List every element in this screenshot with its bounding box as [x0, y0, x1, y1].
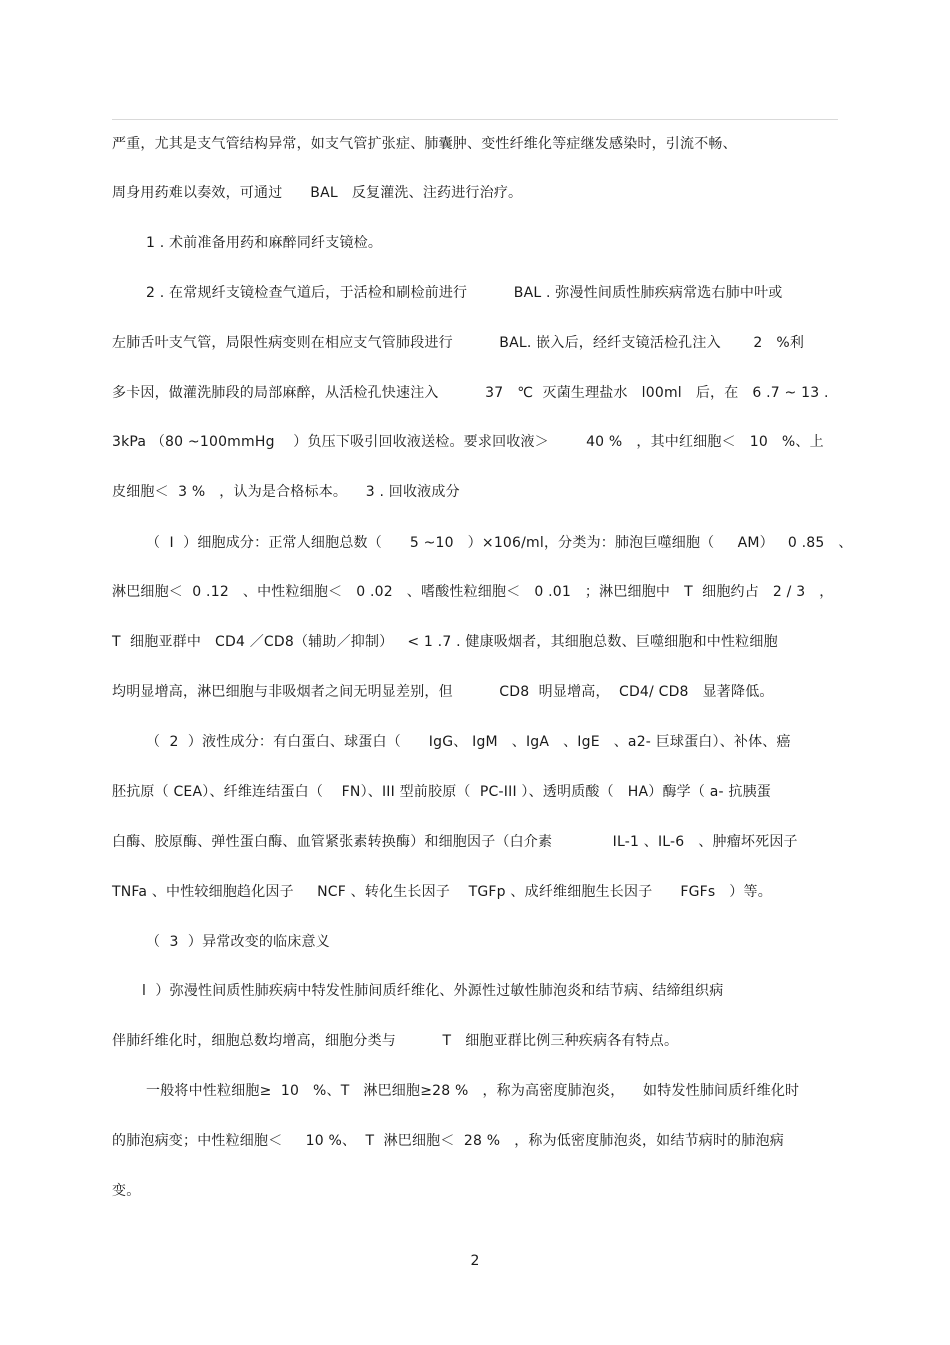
paragraph-line: 2 . 在常规纤支镜检查气道后，于活检和刷检前进行 BAL . 弥漫性间质性肺疾病常选右肺中叶或: [146, 285, 783, 301]
paragraph-line: 的肺泡病变；中性粒细胞＜ 10 %、 T 淋巴细胞＜ 28 % ，称为低密度肺泡炎，如结节病时的肺泡病: [112, 1133, 784, 1149]
page-number: 2: [470, 1253, 480, 1269]
section-heading: （ 3 ）异常改变的临床意义: [146, 934, 330, 950]
paragraph-line: T 细胞亚群中 CD4 ／CD8（辅助／抑制） < 1 .7 . 健康吸烟者，其细胞总数、巨噬细胞和中性粒细胞: [112, 634, 778, 650]
paragraph-line: TNFa 、中性较细胞趋化因子 NCF 、转化生长因子 TGFp 、成纤维细胞生长因子 FGFs ）等。: [112, 884, 772, 900]
paragraph-line: （ I ）细胞成分：正常人细胞总数（ 5 ~10 ）×106/ml，分类为：肺泡巨噬细胞（ AM） 0 .85 、: [146, 535, 853, 551]
paragraph-line: （ 2 ）液性成分：有白蛋白、球蛋白（ IgG、 IgM 、IgA 、IgE 、a2- 巨球蛋白）、补体、癌: [146, 734, 791, 750]
paragraph-line: 严重，尤其是支气管结构异常，如支气管扩张症、肺囊肿、变性纤维化等症继发感染时，引流不畅、: [112, 136, 737, 152]
paragraph-line: 左肺舌叶支气管，局限性病变则在相应支气管肺段进行 BAL. 嵌入后，经纤支镜活检孔注入 2 %利: [112, 335, 805, 351]
paragraph-line: 多卡因，做灌洗肺段的局部麻醉，从活检孔快速注入 37 ℃ 灭菌生理盐水 l00ml 后，在 6 .7 ~ 13 .: [112, 385, 829, 401]
paragraph-line: 1 . 术前准备用药和麻醉同纤支镜检。: [146, 235, 383, 251]
paragraph-line: 一般将中性粒细胞≥ 10 %、T 淋巴细胞≥28 % ，称为高密度肺泡炎， 如特发性肺间质纤维化时: [146, 1083, 800, 1099]
paragraph-line: 胚抗原（ CEA）、纤维连结蛋白（ FN）、III 型前胶原（ PC-III ）、透明质酸（ HA）酶学（ a- 抗胰蛋: [112, 784, 772, 800]
paragraph-line: 淋巴细胞＜ 0 .12 、中性粒细胞＜ 0 .02 、嗜酸性粒细胞＜ 0 .01 ；淋巴细胞中 T 细胞约占 2 / 3 ，: [112, 584, 834, 600]
paragraph-line: 变。: [112, 1183, 141, 1199]
paragraph-line: 3kPa （80 ~100mmHg ）负压下吸引回收液送检。要求回收液＞ 40 % ，其中红细胞＜ 10 %、上: [112, 434, 824, 450]
paragraph-line: 皮细胞＜ 3 % ，认为是合格标本。 3 . 回收液成分: [112, 484, 460, 500]
header-rule: [112, 119, 838, 120]
paragraph-line: 伴肺纤维化时，细胞总数均增高，细胞分类与 T 细胞亚群比例三种疾病各有特点。: [112, 1033, 679, 1049]
paragraph-line: 白酶、胶原酶、弹性蛋白酶、血管紧张素转换酶）和细胞因子（白介素 IL-1 、IL-6 、肿瘤坏死因子: [112, 834, 798, 850]
paragraph-line: l ）弥漫性间质性肺疾病中特发性肺间质纤维化、外源性过敏性肺泡炎和结节病、结缔组织病: [142, 983, 724, 999]
paragraph-line: 均明显增高，淋巴细胞与非吸烟者之间无明显差别，但 CD8 明显增高， CD4/ CD8 显著降低。: [112, 684, 774, 700]
paragraph-line: 周身用药难以奏效，可通过 BAL 反复灌洗、注药进行治疗。: [112, 185, 523, 201]
